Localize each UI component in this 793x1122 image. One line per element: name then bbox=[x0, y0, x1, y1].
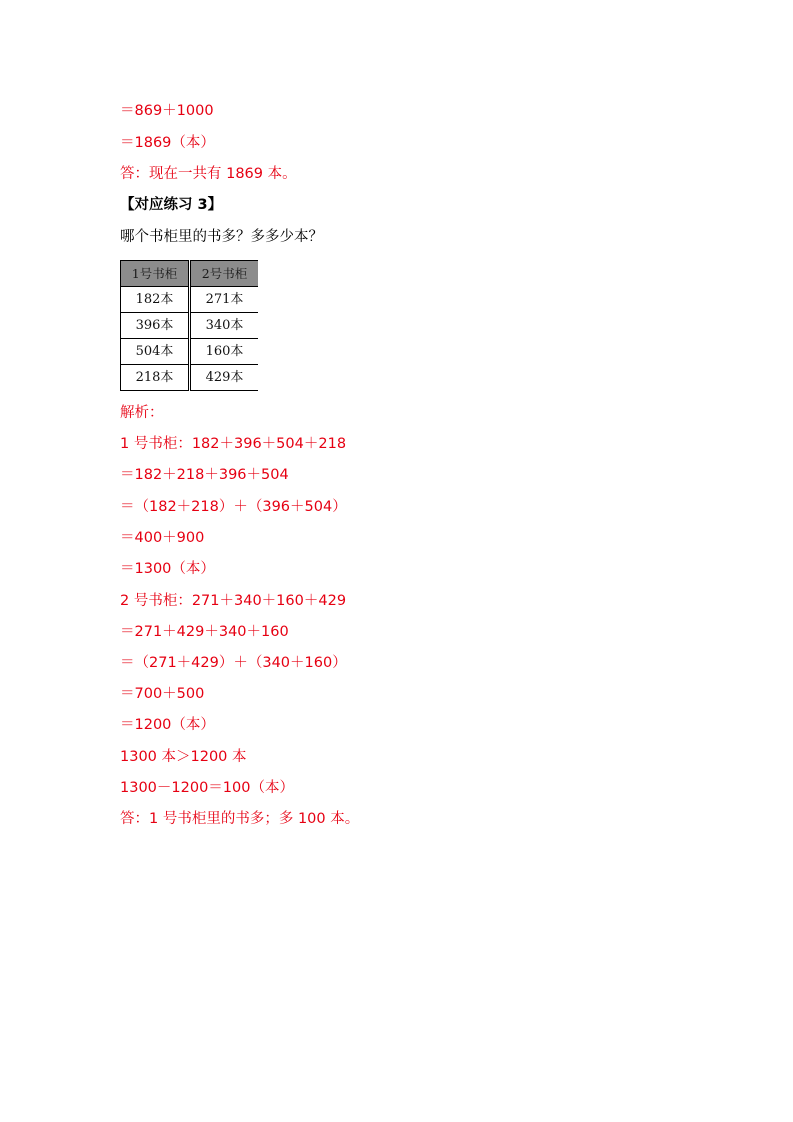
cabinet-2-table bbox=[190, 260, 258, 391]
calc-line: 1300－1200＝100（本） bbox=[120, 780, 294, 796]
table-cell: 271本 bbox=[191, 287, 258, 313]
section-heading: 【对应练习 3】 bbox=[120, 197, 223, 213]
table-cell: 218本 bbox=[135, 370, 174, 385]
calc-line: ＝400＋900 bbox=[120, 530, 205, 546]
table-cell: 182本 bbox=[121, 287, 188, 313]
calc-line: ＝（271＋429）＋（340＋160） bbox=[120, 655, 347, 671]
table-header: 2号书柜 bbox=[191, 261, 258, 287]
calc-line: ＝869＋1000 bbox=[120, 103, 214, 119]
answer-line: 答：1 号书柜里的书多；多 100 本。 bbox=[120, 811, 360, 827]
calc-line: 1 号书柜：182＋396＋504＋218 bbox=[120, 436, 347, 452]
calc-line: ＝271＋429＋340＋160 bbox=[120, 624, 289, 640]
table-cell: 429本 bbox=[205, 370, 244, 385]
calc-line: ＝1200（本） bbox=[120, 717, 215, 733]
question-text: 哪个书柜里的书多？多多少本？ bbox=[120, 229, 323, 245]
table-cell: 396本 bbox=[121, 313, 188, 339]
calc-line: ＝1300（本） bbox=[120, 561, 215, 577]
calc-line: ＝1869（本） bbox=[120, 135, 215, 151]
calc-line: ＝182＋218＋396＋504 bbox=[120, 467, 289, 483]
table-cell: 340本 bbox=[191, 313, 258, 339]
comparison-line: 1300 本＞1200 本 bbox=[120, 749, 247, 765]
cabinet-1-table bbox=[120, 260, 189, 391]
analysis-label: 解析： bbox=[120, 405, 164, 421]
table-cell: 160本 bbox=[191, 339, 258, 365]
table-cell: 504本 bbox=[121, 339, 188, 365]
calc-line: ＝（182＋218）＋（396＋504） bbox=[120, 499, 347, 515]
calc-line: ＝700＋500 bbox=[120, 686, 205, 702]
calc-line: 2 号书柜：271＋340＋160＋429 bbox=[120, 593, 347, 609]
answer-line: 答：现在一共有 1869 本。 bbox=[120, 166, 297, 182]
table-header: 1号书柜 bbox=[121, 261, 188, 287]
